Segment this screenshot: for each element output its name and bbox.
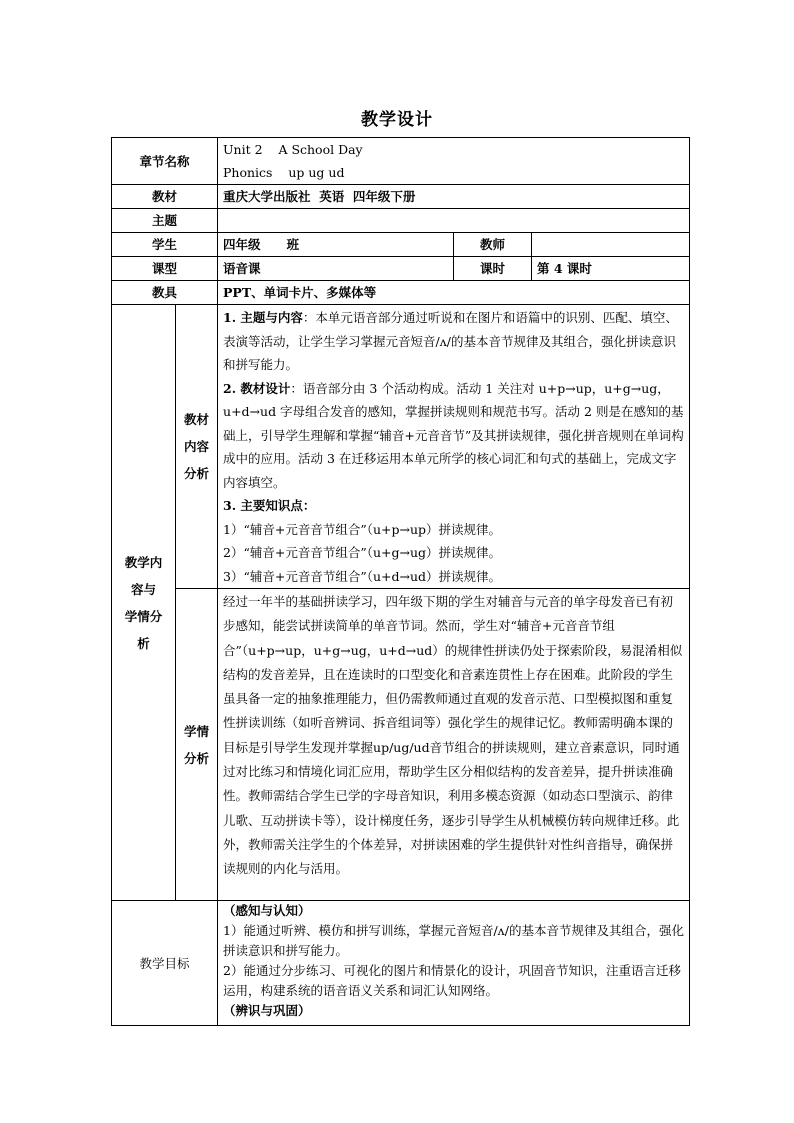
topic-value xyxy=(218,209,690,233)
textbook-value: 重庆大学出版社 英语 四年级下册 xyxy=(218,185,690,209)
knowledge-point-3: 3）“辅音+元音音节组合”（u+d→ud）拼读规律。 xyxy=(223,568,502,584)
content-p1-head: 1. 主题与内容 xyxy=(223,310,303,325)
lesson-type-label: 课型 xyxy=(112,257,218,281)
period-label: 课时 xyxy=(454,257,532,281)
content-p1 xyxy=(223,306,684,377)
analysis-label-1: 教学内 xyxy=(124,554,163,570)
lesson-design-table xyxy=(111,137,690,1026)
row-student xyxy=(112,233,690,257)
analysis-label-4: 析 xyxy=(137,635,150,651)
chapter-phonics: Phonics up ug ud xyxy=(223,165,345,180)
teacher-value xyxy=(532,233,690,257)
row-topic xyxy=(112,209,690,233)
row-content-analysis xyxy=(112,305,690,589)
objective-item-2: 2）能通过分步练习、可视化的图片和情景化的设计，巩固音节知识，注重语言迁移运用，构建系统的语音语义关系和词汇认知网络。 xyxy=(223,963,681,998)
row-lesson-type xyxy=(112,257,690,281)
content-p3-head: 3. 主要知识点： xyxy=(223,498,316,513)
row-tools xyxy=(112,281,690,305)
content-p2-text: ：语音部分由 3 个活动构成。活动 1 关注对 u+p→up，u+g→ug，u+d→ud 字母组合发音的感知，掌握拼读规则和规范书写。活动 2 则是在感知的基础上，引导学生理解和掌握“辅音+元音音节”及其拼读规律，强化拼音规则在单词构成中的应用。活动 3 在迁移运用本单元所学的核心词汇和句式的基础上，完成文字内容填空。 xyxy=(223,380,684,490)
student-value: 四年级 班 xyxy=(218,233,454,257)
content-label-2: 内容 xyxy=(184,439,210,454)
textbook-label: 教材 xyxy=(112,185,218,209)
chapter-label: 章节名称 xyxy=(112,138,218,185)
learner-analysis-label xyxy=(176,589,218,901)
objectives-heading-2: （辨识与巩固） xyxy=(223,1003,311,1018)
learner-label-1: 学情 xyxy=(184,723,210,739)
tools-value: PPT、单词卡片、多媒体等 xyxy=(218,281,690,305)
learner-analysis-body xyxy=(218,589,690,901)
content-analysis-body xyxy=(218,305,690,589)
knowledge-point-2: 2）“辅音+元音音节组合”（u+g→ug）拼读规律。 xyxy=(223,545,502,560)
row-objectives xyxy=(112,901,690,1026)
row-learner-analysis xyxy=(112,589,690,901)
row-textbook xyxy=(112,185,690,209)
content-label-3: 分析 xyxy=(184,466,210,481)
topic-label: 主题 xyxy=(112,209,218,233)
student-label: 学生 xyxy=(112,233,218,257)
objective-item-1: 1）能通过听辨、模仿和拼写训练，掌握元音短音/ʌ/的基本音节规律及其组合，强化拼读意识和拼写能力。 xyxy=(223,923,684,958)
objectives-label: 教学目标 xyxy=(112,901,218,1026)
objectives-body xyxy=(218,901,690,1026)
lesson-type-value: 语音课 xyxy=(218,257,454,281)
analysis-label xyxy=(112,305,176,901)
content-p2-head: 2. 教材设计 xyxy=(223,380,291,396)
learner-text: 经过一年半的基础拼读学习，四年级下期的学生对辅音与元音的单字母发音已有初步感知，能尝试拼读简单的单音节词。然而，学生对“辅音+元音音节组合”（u+p→up，u+g→ug，u+d→ud）的规律性拼读仍处于探索阶段，易混淆相似结构的发音差异，且在连读时的口型变化和音素连贯性上存在困难。此阶段的学生虽具备一定的抽象推理能力，但仍需教师通过直观的发音示范、口型模拟图和重复性拼读训练（如听音辨词、拆音组词等）强化学生的规律记忆。教师需明确本课的目标是引导学生发现并掌握up/ug/ud音节组合的拼读规则，建立音素意识，同时通过对比练习和情境化词汇应用，帮助学生区分相似结构的发音差异，提升拼读准确性。教师需结合学生已学的字母音知识，利用多模态资源（如动态口型演示、韵律儿歌、互动拼读卡等），设计梯度任务，逐步引导学生从机械模仿转向规律迁移。此外，教师需关注学生的个体差异，对拼读困难的学生提供针对性纠音指导，确保拼读规则的内化与活用。 xyxy=(223,594,683,877)
tools-label: 教具 xyxy=(112,281,218,305)
period-value: 第 4 课时 xyxy=(532,257,690,281)
row-chapter xyxy=(112,138,690,185)
page-title: 教学设计 xyxy=(361,110,433,130)
knowledge-point-1: 1）“辅音+元音音节组合”（u+p→up）拼读规律。 xyxy=(223,521,502,537)
content-analysis-label xyxy=(176,305,218,589)
content-label-1: 教材 xyxy=(184,412,210,427)
teacher-label: 教师 xyxy=(454,233,532,257)
chapter-unit: Unit 2 A School Day xyxy=(223,142,363,157)
analysis-label-3: 学情分 xyxy=(124,608,163,624)
chapter-value xyxy=(218,138,690,185)
content-p1-text: ：本单元语音部分通过听说和在图片和语篇中的识别、匹配、填空、表演等活动，让学生学习掌握元音短音/ʌ/的基本音节规律及其组合，强化拼读意识和拼写能力。 xyxy=(223,310,678,372)
objectives-heading-1: （感知与认知） xyxy=(223,903,311,918)
analysis-label-2: 容与 xyxy=(130,581,156,597)
learner-label-2: 分析 xyxy=(184,750,210,766)
content-p2 xyxy=(223,377,684,495)
